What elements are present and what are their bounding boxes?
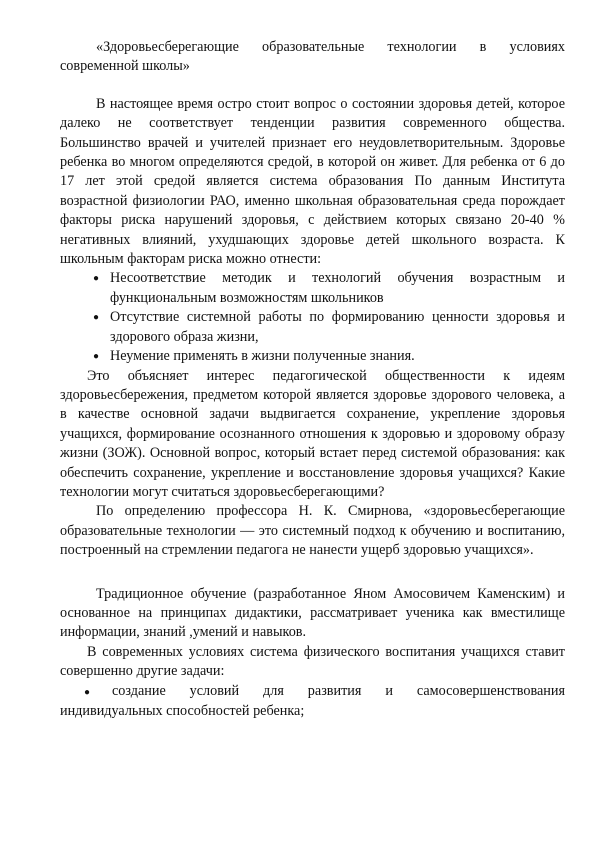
paragraph-traditional: Традиционное обучение (разработанное Яном Амосовичем Каменским) и основанное на принципах дидактики, рассматривает ученика как вместилище информации, знаний ,умений и навыков. [60,585,565,641]
bullet-icon: ● [93,351,100,363]
bullet-icon: ● [84,686,91,698]
list-item: ● Отсутствие системной работы по формированию ценности здоровья и здорового образа жизни, [93,309,565,345]
risk-factors-list [60,269,565,366]
list-item: ● создание условий для развития и самосовершенствования индивидуальных способностей ребенка; [60,682,565,719]
paragraph-definition: По определению профессора Н. К. Смирнова, «здоровьесберегающие образовательные технологии — это системный подход к обучению и воспитанию, построенный на стремлении педагога не нанести ущерб здоровью учащихся». [60,503,565,559]
paragraph-modern-tasks: В современных условиях система физического воспитания учащихся ставит совершенно другие задачи: [60,643,565,680]
list-item: ● Несоответствие методик и технологий обучения возрастным и функциональным возможностям школьников [93,270,565,306]
document-title: «Здоровьесберегающие образовательные технологии в условиях современной школы» [60,39,565,75]
paragraph-health-issue: В настоящее время остро стоит вопрос о состоянии здоровья детей, которое далеко не соответствует тенденции развития современного общества. Большинство врачей и учителей признает его неудовлетворительным. Здоровье ребенка во многом определяются средой, в которой он живет. Для ребенка от 6 до 17 лет этой средой является система образования По данным Института возрастной физиологии РАО, именно школьная образовательная среда порождает факторы риска нарушений здоровья, с действием которых связано 20-40 % негативных влияний, ухудшающих здоровье детей школьного возраста. К школьным факторам риска можно отнести: [60,95,565,268]
bullet-icon: ● [93,312,100,324]
bullet-icon: ● [93,273,100,285]
paragraph-interest: Это объясняет интерес педагогической общественности к идеям здоровьесбережения, предметом которой является здоровье здорового человека, а в качестве основной задачи выдвигается сохранение, укрепление здоровья учащихся, формирование осознанного отношения к здоровью и здоровому образу жизни (ЗОЖ). Основной вопрос, который встает перед системой образования: как обеспечить сохранение, укрепление и восстановление здоровья учащихся? Какие технологии могут считаться здоровьесберегающими? [60,367,565,500]
list-item: ● Неумение применять в жизни полученные знания. [110,347,565,366]
